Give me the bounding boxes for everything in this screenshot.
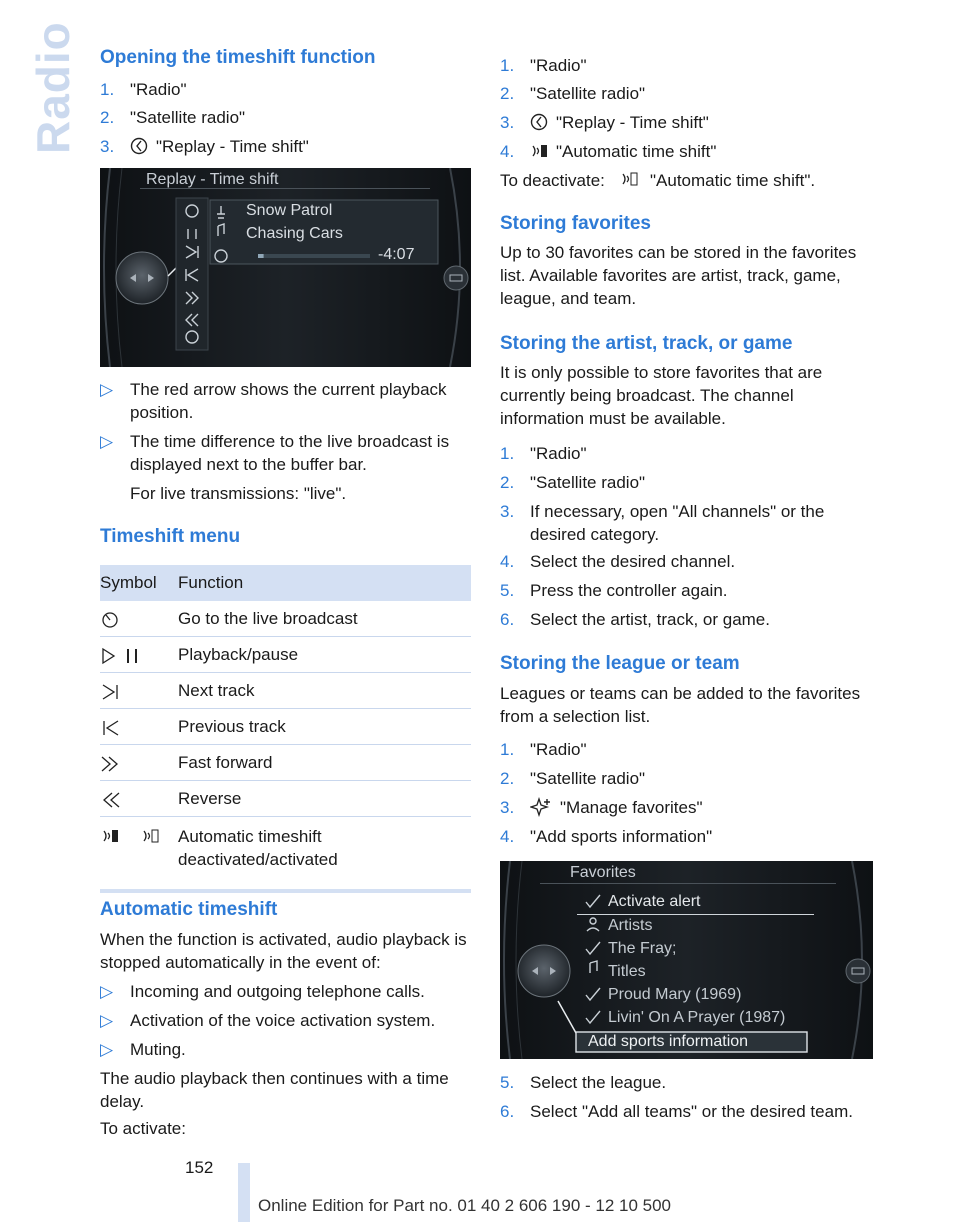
menu-item-artists: Artists [608, 917, 653, 934]
heading-opening-timeshift: Opening the timeshift function [100, 47, 376, 68]
next-track-icon [100, 683, 178, 706]
previous-track-icon [100, 719, 178, 742]
table-row: Next track [100, 673, 471, 709]
heading-timeshift-menu: Timeshift menu [100, 526, 241, 547]
heading-automatic-timeshift: Automatic timeshift [100, 899, 278, 920]
to-activate-label: To activate: [100, 1119, 186, 1138]
auto-timeshift-icon [100, 827, 178, 850]
menu-item-title-entry: Proud Mary (1969) [608, 986, 742, 1003]
list-item: 2. "Satellite radio" [500, 473, 646, 492]
list-item: ▷ The red arrow shows the current playback position. [100, 380, 447, 422]
fast-forward-icon [100, 755, 178, 778]
timeshift-symbol-table [100, 565, 471, 893]
menu-item-add-sports: Add sports information [588, 1033, 749, 1050]
manage-favorites-icon [530, 797, 552, 823]
menu-item-title-entry: Livin' On A Prayer (1987) [608, 1009, 786, 1026]
screen-title: Replay - Time shift [146, 171, 279, 188]
list-item: 4. "Add sports information" [500, 827, 713, 846]
heading-storing-league: Storing the league or team [500, 653, 740, 674]
table-row: Previous track [100, 709, 471, 745]
menu-item-activate-alert: Activate alert [608, 893, 701, 910]
replay-icon [530, 113, 548, 137]
auto-timeshift-icon [530, 142, 550, 166]
bullet-list [100, 378, 472, 505]
league-text: Leagues or teams can be added to the favorites from a selection list. [500, 684, 861, 726]
artist-text: It is only possible to store favorites that are currently being broadcast. The channel information must be available. [500, 363, 823, 428]
heading-storing-favorites: Storing favorites [500, 213, 651, 234]
reverse-icon [100, 791, 178, 814]
buffer-fill [258, 254, 264, 258]
list-item: 1. "Radio" [100, 80, 187, 99]
list-item: 6. Select the artist, track, or game. [500, 610, 770, 629]
footer-edition-text: Online Edition for Part no. 01 40 2 606 190 - 12 10 500 [258, 1196, 672, 1215]
auto-timeshift-intro: When the function is activated, audio playback is stopped automatically in the event of: [100, 930, 467, 972]
list-item: 1. "Radio" [500, 444, 587, 463]
list-item: 5. Press the controller again. [500, 581, 728, 600]
replay-icon [130, 137, 148, 161]
table-header: Symbol Function [100, 565, 471, 601]
list-item: 2. "Satellite radio" [100, 108, 246, 127]
deactivate-line: To deactivate: "Automatic time shift". [500, 169, 874, 193]
play-pause-icon [100, 647, 178, 670]
table-row: Playback/pause [100, 637, 471, 673]
list-item: 3. "Replay - Time shift" [500, 111, 874, 135]
heading-storing-artist: Storing the artist, track, or game [500, 333, 793, 354]
list-item: 3. If necessary, open "All channels" or the desired category. [500, 502, 825, 544]
list-item: 2. "Satellite radio" [500, 84, 646, 103]
table-row: Reverse [100, 781, 471, 817]
time-difference: -4:07 [378, 246, 415, 263]
table-row: Automatic timeshift deactivated/activated [100, 817, 471, 881]
table-end-rule [100, 889, 471, 893]
live-broadcast-icon [100, 611, 178, 634]
list-item: ▷ Incoming and outgoing telephone calls. [100, 982, 425, 1001]
bullet-note: For live transmissions: "live". [130, 484, 347, 503]
list-item: 3. "Replay - Time shift" [100, 135, 472, 159]
auto-timeshift-after: The audio playback then continues with a time delay. [100, 1069, 449, 1111]
list-item: ▷ The time difference to the live broadcast is displayed next to the buffer bar. [100, 432, 450, 474]
track-label: Chasing Cars [246, 225, 343, 242]
list-item: 4. Select the desired channel. [500, 552, 736, 571]
table-row: Go to the live broadcast [100, 601, 471, 637]
footer-bar [238, 1163, 250, 1222]
list-item: ▷ Muting. [100, 1040, 186, 1059]
table-row: Fast forward [100, 745, 471, 781]
timeshift-screen [100, 168, 471, 367]
list-item: 3. "Manage favorites" [500, 796, 874, 820]
menu-item-artist-entry: The Fray; [608, 940, 677, 957]
page-number: 152 [185, 1158, 214, 1177]
list-item: ▷ Activation of the voice activation system. [100, 1011, 436, 1030]
menu-item-titles: Titles [608, 963, 646, 980]
screen-title: Favorites [570, 864, 636, 881]
list-item: 1. "Radio" [500, 56, 587, 75]
list-item: 4. "Automatic time shift" [500, 140, 874, 164]
list-item: 5. Select the league. [500, 1073, 667, 1092]
section-tab: Radio [27, 21, 79, 154]
auto-timeshift-bullets [100, 980, 472, 1061]
list-item: 2. "Satellite radio" [500, 769, 646, 788]
artist-label: Snow Patrol [246, 202, 333, 219]
list-item: 1. "Radio" [500, 740, 587, 759]
list-item: 6. Select "Add all teams" or the desired team. [500, 1102, 853, 1121]
favorites-text: Up to 30 favorites can be stored in the favorites list. Available favorites are artist, track, game, league, and team. [500, 243, 857, 308]
favorites-screen [500, 861, 873, 1059]
auto-timeshift-icon [620, 170, 642, 194]
